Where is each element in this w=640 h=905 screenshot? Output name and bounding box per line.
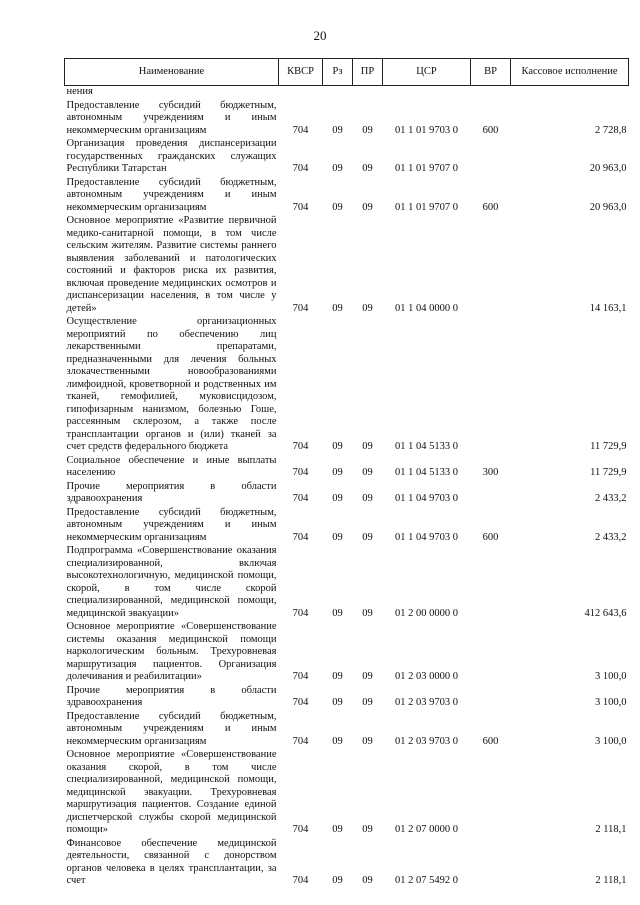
cell-kvsr: 704 [292, 697, 309, 708]
cell-pr: 09 [362, 467, 373, 478]
cell-csr: 01 1 04 5133 0 [395, 467, 458, 478]
cell-rz: 09 [332, 875, 343, 886]
cell-name: Основное мероприятие «Развитие первичной медико-санитарной помощи, в том числе сельским жителям. Развитие системы раннего выявления заболеваний и патологических состояний и факторов риска их развития, включая проведение медицинских осмотров и диспансеризации населения, в том числе у детей» [66, 215, 277, 314]
cell-name: Предоставление субсидий бюджетным, автономным учреждениям и иным некоммерческим организациям [66, 506, 277, 543]
table-row [65, 481, 629, 507]
cell-vr [471, 138, 511, 177]
cell-vr [471, 621, 511, 685]
cell-csr: 01 2 03 0000 0 [395, 671, 458, 682]
cell-name: Прочие мероприятия в области здравоохранения [66, 480, 277, 504]
cell-pr [353, 86, 383, 100]
cell-pr: 09 [362, 493, 373, 504]
cell-vr [471, 545, 511, 621]
cell-csr: 01 1 04 9703 0 [395, 531, 458, 543]
cell-name: Осуществление организационных мероприятий по обеспечению лиц лекарственными препаратами, предназначенными для лечения больных злокачественными новообразованиями лимфоидной, кроветворной и родственных им тканей, гемофилией, муковисцидозом, гипофизарным нанизмом, болезнью Гоше, рассеянным склерозом, а также после трансплантации органов и (или) тканей за счет средств федерального бюджета [66, 316, 277, 452]
cell-rz: 09 [332, 201, 343, 213]
cell-kvsr: 704 [292, 607, 309, 619]
cell-name: Социальное обеспечение и иные выплаты населению [66, 454, 277, 478]
cell-name: Основное мероприятие «Совершенствование системы оказания медицинской помощи наркологическим больным. Трехуровневая маршрутизация пациентов. Организация долечивания и реабилитации» [66, 621, 277, 682]
header-rz: Рз [323, 59, 353, 86]
cell-csr: 01 1 04 9703 0 [395, 493, 458, 504]
cell-pr: 09 [362, 697, 373, 708]
cell-rz: 09 [332, 163, 343, 174]
cell-kvsr [279, 86, 323, 100]
cell-amount: 2 118,1 [595, 824, 627, 835]
cell-name: нения [66, 86, 93, 97]
cell-pr: 09 [362, 163, 373, 174]
cell-name: Подпрограмма «Совершенствование оказания специализированной, включая высокотехнологичную, медицинской помощи, скорой, в том числе скорой специализированной, медицинской помощи, медицинской эвакуации» [66, 545, 277, 619]
cell-rz: 09 [332, 824, 343, 835]
cell-amount [511, 86, 629, 100]
cell-kvsr: 704 [292, 824, 309, 835]
cell-vr [471, 215, 511, 316]
header-name: Наименование [65, 59, 279, 86]
cell-vr [471, 86, 511, 100]
cell-rz: 09 [332, 302, 343, 314]
table-row [65, 838, 629, 889]
cell-pr: 09 [362, 875, 373, 886]
cell-amount: 3 100,0 [595, 735, 627, 747]
cell-vr: 600 [482, 124, 499, 136]
table-row [65, 711, 629, 750]
cell-kvsr: 704 [292, 163, 309, 174]
budget-table [64, 58, 629, 889]
cell-csr: 01 2 07 0000 0 [395, 824, 458, 835]
cell-csr [383, 86, 471, 100]
cell-vr: 600 [482, 531, 499, 543]
cell-pr: 09 [362, 441, 373, 452]
header-pr: ПР [353, 59, 383, 86]
cell-amount: 2 433,2 [595, 531, 627, 543]
table-header [65, 59, 629, 86]
cell-amount: 20 963,0 [589, 201, 627, 213]
cell-name: Предоставление субсидий бюджетным, автономным учреждениям и иным некоммерческим организациям [66, 99, 277, 136]
page-number: 20 [313, 28, 327, 43]
cell-amount: 14 163,1 [589, 302, 627, 314]
cell-rz [323, 86, 353, 100]
cell-kvsr: 704 [292, 735, 309, 747]
table-row [65, 507, 629, 546]
cell-pr: 09 [362, 671, 373, 682]
table-row [65, 685, 629, 711]
cell-amount: 20 963,0 [589, 163, 627, 174]
cell-amount: 11 729,9 [590, 467, 627, 478]
cell-amount: 412 643,6 [584, 607, 627, 619]
cell-pr: 09 [362, 607, 373, 619]
cell-name: Прочие мероприятия в области здравоохранения [66, 684, 277, 708]
cell-rz: 09 [332, 697, 343, 708]
header-csr: ЦСР [383, 59, 471, 86]
cell-name: Основное мероприятие «Совершенствование оказания скорой, в том числе специализированной, медицинской помощи, медицинской эвакуации. Трехуровневая маршрутизация пациентов. Создание единой диспетчерской службы скорой медицинской помощи» [66, 749, 277, 835]
cell-rz: 09 [332, 124, 343, 136]
table-row [65, 749, 629, 838]
cell-kvsr: 704 [292, 467, 309, 478]
cell-csr: 01 1 04 5133 0 [395, 441, 458, 452]
cell-name: Предоставление субсидий бюджетным, автономным учреждениям и иным некоммерческим организациям [66, 710, 277, 747]
cell-kvsr: 704 [292, 671, 309, 682]
cell-vr: 600 [482, 201, 499, 213]
cell-kvsr: 704 [292, 302, 309, 314]
table-row [65, 316, 629, 455]
cell-kvsr: 704 [292, 201, 309, 213]
cell-vr: 600 [482, 735, 499, 747]
cell-vr [471, 838, 511, 889]
table-row [65, 100, 629, 139]
cell-csr: 01 1 01 9707 0 [395, 201, 458, 213]
cell-vr [471, 749, 511, 838]
cell-kvsr: 704 [292, 531, 309, 543]
cell-name: Финансовое обеспечение медицинской деятельности, связанной с донорством органов человека в целях трансплантации, за счет [66, 837, 277, 886]
cell-vr [471, 316, 511, 455]
cell-amount: 2 728,8 [595, 124, 627, 136]
table-row [65, 215, 629, 316]
cell-rz: 09 [332, 493, 343, 504]
cell-csr: 01 2 03 9703 0 [395, 697, 458, 708]
table-row [65, 621, 629, 685]
cell-amount: 3 100,0 [595, 697, 627, 708]
cell-rz: 09 [332, 531, 343, 543]
cell-pr: 09 [362, 302, 373, 314]
cell-pr: 09 [362, 201, 373, 213]
cell-kvsr: 704 [292, 124, 309, 136]
cell-vr [471, 481, 511, 507]
cell-amount: 11 729,9 [590, 441, 627, 452]
table-row [65, 86, 629, 100]
cell-rz: 09 [332, 735, 343, 747]
table-row [65, 545, 629, 621]
cell-rz: 09 [332, 607, 343, 619]
cell-csr: 01 1 04 0000 0 [395, 302, 458, 314]
cell-csr: 01 2 00 0000 0 [395, 607, 458, 619]
cell-rz: 09 [332, 671, 343, 682]
table-row [65, 177, 629, 216]
cell-pr: 09 [362, 735, 373, 747]
cell-name: Предоставление субсидий бюджетным, автономным учреждениям и иным некоммерческим организациям [66, 176, 277, 213]
cell-amount: 2 433,2 [595, 493, 627, 504]
cell-amount: 2 118,1 [595, 875, 627, 886]
table-row [65, 138, 629, 177]
cell-kvsr: 704 [292, 875, 309, 886]
cell-pr: 09 [362, 824, 373, 835]
cell-csr: 01 1 01 9707 0 [395, 163, 458, 174]
cell-vr: 300 [482, 467, 499, 478]
table-row [65, 455, 629, 481]
header-kvsr: КВСР [279, 59, 323, 86]
header-exec: Кассовое исполнение [511, 59, 629, 86]
cell-pr: 09 [362, 124, 373, 136]
cell-pr: 09 [362, 531, 373, 543]
cell-csr: 01 1 01 9703 0 [395, 124, 458, 136]
cell-rz: 09 [332, 441, 343, 452]
cell-kvsr: 704 [292, 493, 309, 504]
cell-vr [471, 685, 511, 711]
cell-name: Организация проведения диспансеризации государственных гражданских служащих Республики Татарстан [66, 138, 277, 174]
header-vr: ВР [471, 59, 511, 86]
cell-amount: 3 100,0 [595, 671, 627, 682]
cell-rz: 09 [332, 467, 343, 478]
cell-kvsr: 704 [292, 441, 309, 452]
cell-csr: 01 2 07 5492 0 [395, 875, 458, 886]
cell-csr: 01 2 03 9703 0 [395, 735, 458, 747]
